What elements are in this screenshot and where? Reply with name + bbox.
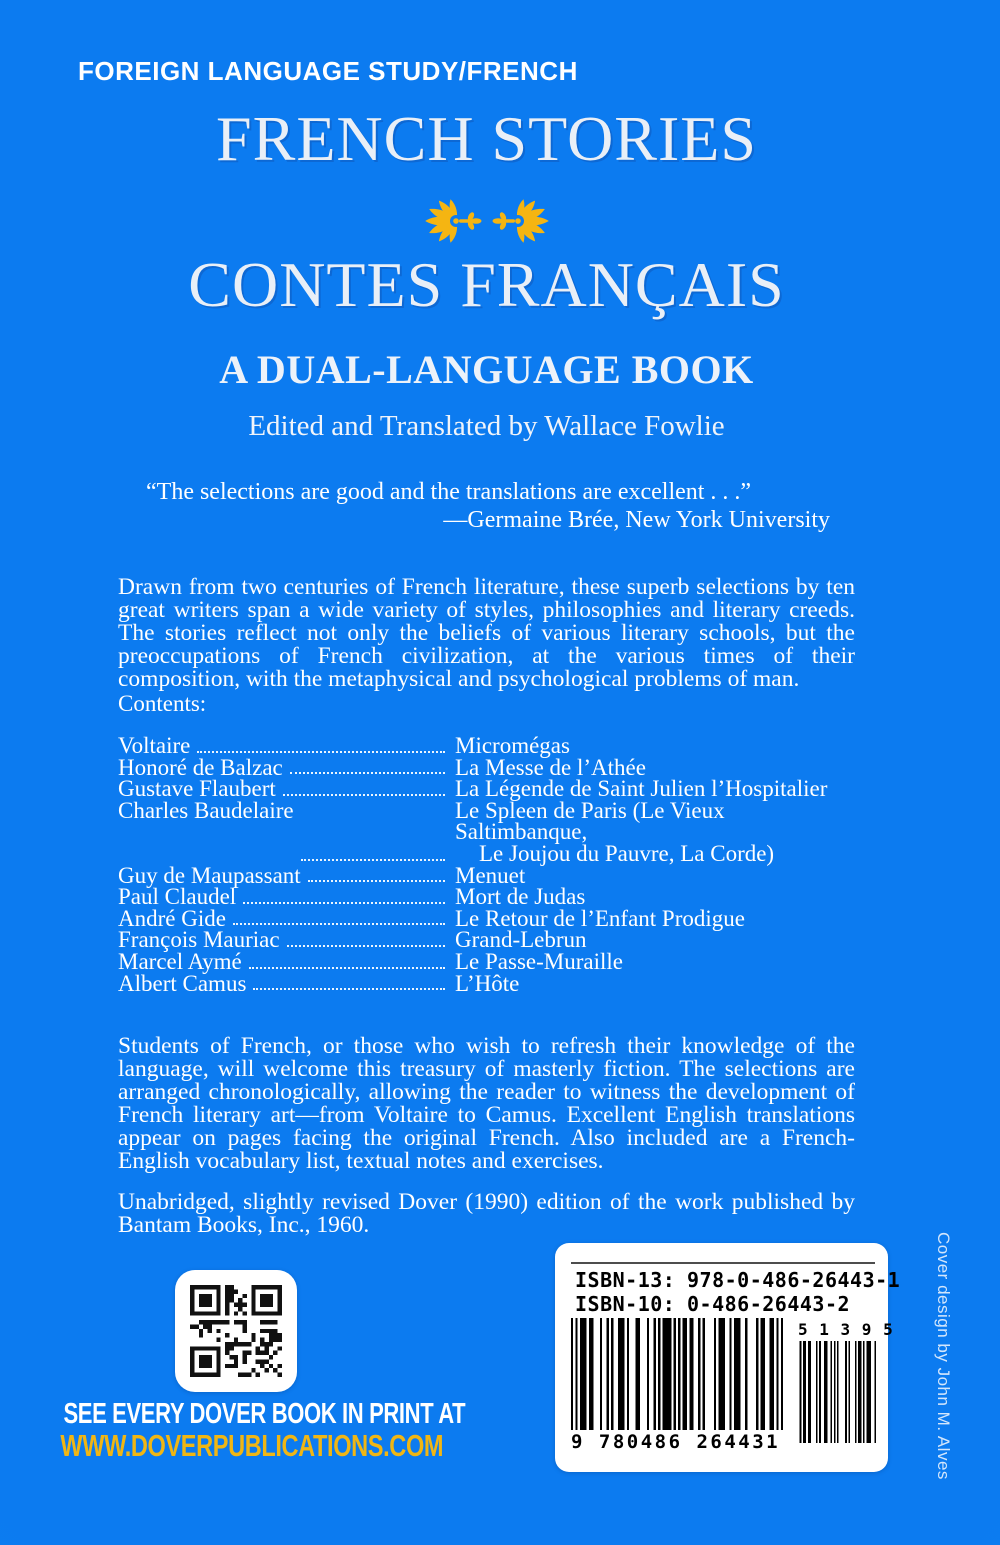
contents-title: Le Passe-Muraille <box>455 948 623 974</box>
contents-row <box>118 754 855 780</box>
contents-title: Le Spleen de Paris (Le Vieux Saltimbanque, <box>455 797 725 845</box>
edition-note: Unabridged, slightly revised Dover (1990) edition of the work published by Bantam Books, Inc., 1960. <box>118 1188 855 1238</box>
leader-dots <box>308 880 445 882</box>
leader-dots <box>290 772 445 774</box>
review-attribution: —Germaine Brée, New York University <box>443 507 830 533</box>
subtitle: A DUAL-LANGUAGE BOOK <box>219 347 754 392</box>
contents-title: L’Hôte <box>455 970 520 996</box>
leader-dots <box>249 967 445 969</box>
leader-dots <box>253 988 445 990</box>
barcode-rule <box>571 1262 875 1264</box>
contents-author: Honoré de Balzac <box>118 754 283 780</box>
contents-title: Grand-Lebrun <box>455 927 587 953</box>
contents-title: Menuet <box>455 862 526 888</box>
addon-digits: 5 1 3 9 5 <box>798 1320 894 1339</box>
contents-author: Guy de Maupassant <box>118 862 301 888</box>
qr-code <box>175 1270 297 1392</box>
title-english: FRENCH STORIES <box>216 103 757 174</box>
review-quote: “The selections are good and the translations are excellent . . .” <box>146 479 752 505</box>
fleuron-ornament-icon <box>118 190 855 252</box>
contents-row <box>118 886 855 908</box>
contents-row <box>118 735 855 757</box>
contents-author: Charles Baudelaire <box>118 797 294 823</box>
contents-title-continued: Le Joujou du Pauvre, La Corde) <box>479 840 775 866</box>
contents-title: La Légende de Saint Julien l’Hospitalier <box>455 776 828 802</box>
contents-row <box>118 929 855 951</box>
contents-row <box>118 862 855 888</box>
contents-row <box>118 778 855 800</box>
contents-row <box>118 905 855 931</box>
contents-title: Le Retour de l’Enfant Prodigue <box>455 905 745 931</box>
audience-paragraph: Students of French, or those who wish to refresh their knowledge of the language, will welcome this treasury of masterly fiction. The selections are arranged chronologically, allowing the reader to witness the development of French literary art—from Voltaire to Camus. Excellent English translations appear on pages facing the original French. Also included are a French-English vocabulary list, textual notes and exercises. <box>118 1032 855 1174</box>
leader-dots <box>233 923 445 925</box>
barcode-panel <box>555 1243 901 1472</box>
leader-dots <box>243 902 445 904</box>
contents-heading: Contents: <box>118 691 207 716</box>
editor-byline: Edited and Translated by Wallace Fowlie <box>248 410 725 442</box>
contents-author: Paul Claudel <box>118 884 237 910</box>
contents-row <box>118 948 855 974</box>
contents-author: Marcel Aymé <box>118 948 242 974</box>
leader-dots <box>301 859 445 861</box>
leader-dots <box>283 794 445 796</box>
price-addon-barcode <box>798 1320 894 1443</box>
ean13-barcode <box>571 1318 783 1453</box>
description-paragraph: Drawn from two centuries of French literature, these superb selections by ten great writers span a wide variety of styles, philosophies and literary creeds. The stories reflect not only the beliefs of various literary schools, but the preoccupations of French civilization, at the various times of their composition, with the metaphysical and psychological problems of man. <box>118 573 855 692</box>
cover-design-credit: Cover design by John M. Alves <box>934 1232 953 1480</box>
contents-title: Mort de Judas <box>455 884 586 910</box>
contents-author: André Gide <box>118 905 226 931</box>
contents-author: François Mauriac <box>118 927 280 953</box>
contents-row <box>118 970 855 996</box>
contents-title: Micromégas <box>455 733 570 758</box>
contents-list <box>118 735 855 994</box>
contents-title: La Messe de l’Athée <box>455 754 646 780</box>
leader-dots <box>287 945 445 947</box>
publisher-url: WWW.DOVERPUBLICATIONS.COM <box>60 1428 444 1463</box>
contents-author: Gustave Flaubert <box>118 776 276 802</box>
isbn13-line: ISBN-13: 978-0-486-26443-1 <box>575 1268 901 1292</box>
contents-author: Albert Camus <box>118 970 247 996</box>
leader-dots <box>197 751 445 753</box>
contents-row <box>118 797 855 866</box>
title-french: CONTES FRANÇAIS <box>188 249 785 320</box>
ean13-digits: 9 780486 264431 <box>571 1431 781 1453</box>
contents-author: Voltaire <box>118 733 191 758</box>
isbn10-line: ISBN-10: 0-486-26443-2 <box>575 1292 851 1316</box>
promo-line: SEE EVERY DOVER BOOK IN PRINT AT <box>63 1398 466 1430</box>
category-kicker: FOREIGN LANGUAGE STUDY/FRENCH <box>78 56 578 86</box>
